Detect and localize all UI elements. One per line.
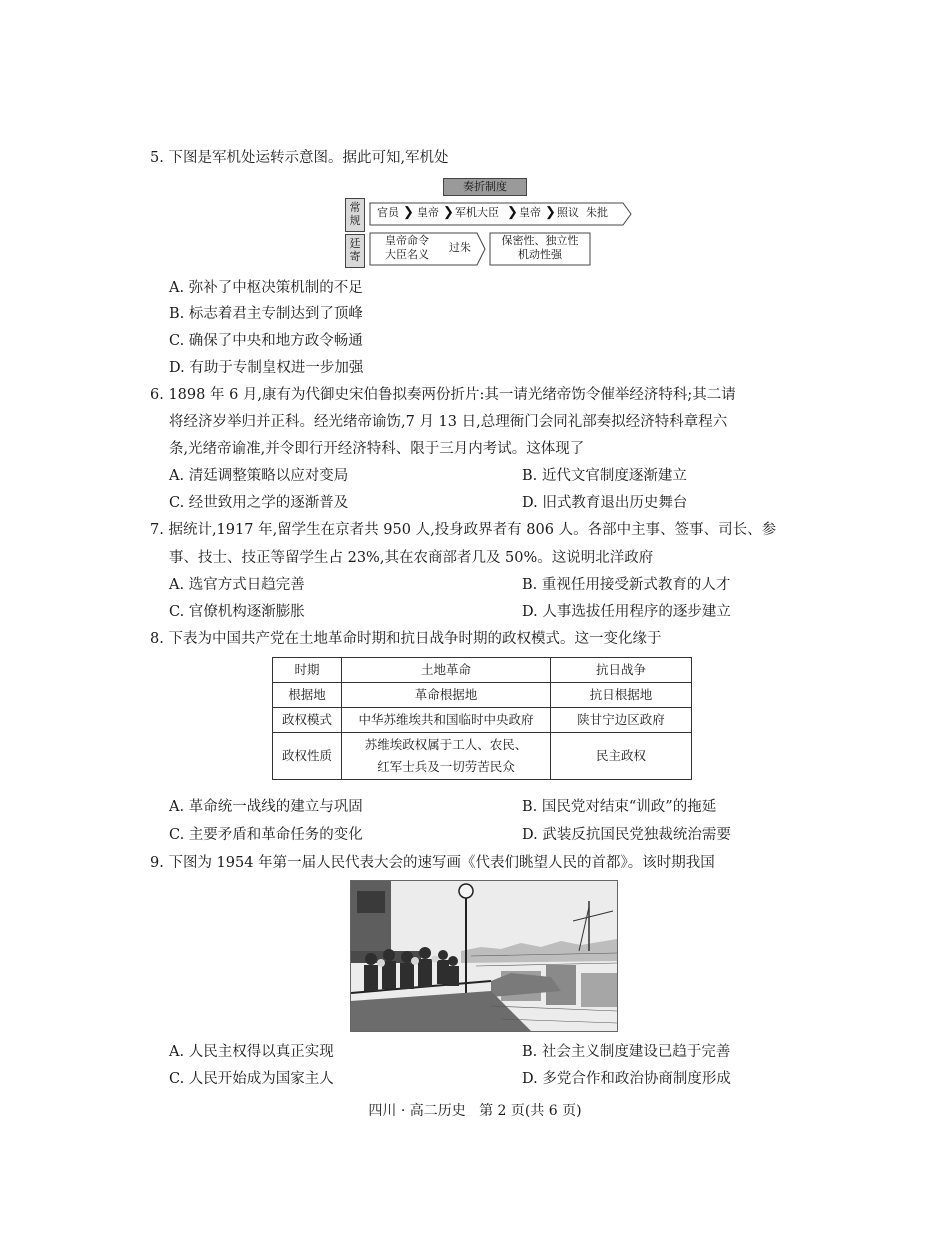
chevron-right-icon: ❯ bbox=[403, 205, 414, 220]
row2-label: 廷寄 bbox=[345, 234, 365, 268]
table-cell: 苏维埃政权属于工人、农民、 红军士兵及一切劳苦民众 bbox=[342, 733, 551, 780]
q5-option-d: D. 有助于专制皇权进一步加强 bbox=[169, 360, 364, 376]
table-row bbox=[273, 683, 692, 708]
q6-line-1: 6. 1898 年 6 月,康有为代御史宋伯鲁拟奏两份折片:其一请光绪帝饬令催举经济特科;其二请 bbox=[150, 387, 736, 403]
q8-table bbox=[272, 657, 692, 780]
table-cell: 中华苏维埃共和国临时中央政府 bbox=[342, 708, 551, 733]
q8-option-d: D. 武装反抗国民党独裁统治需要 bbox=[522, 827, 731, 843]
row2-right-line: 保密性、独立性 bbox=[501, 234, 579, 247]
flow-item: 皇帝 bbox=[519, 206, 541, 219]
flow-item: 官员 bbox=[377, 206, 399, 219]
q9-stem: 9. 下图为 1954 年第一届人民代表大会的速写画《代表们眺望人民的首都》。该时期我国 bbox=[150, 855, 715, 871]
q6-option-d: D. 旧式教育退出历史舞台 bbox=[522, 495, 688, 511]
table-header-cell: 时期 bbox=[273, 658, 342, 683]
q9-option-a: A. 人民主权得以真正实现 bbox=[169, 1044, 334, 1060]
q8-stem: 8. 下表为中国共产党在土地革命时期和抗日战争时期的政权模式。这一变化缘于 bbox=[150, 631, 662, 647]
row2-mid: 过朱 bbox=[449, 241, 471, 254]
q8-option-a: A. 革命统一战线的建立与巩固 bbox=[169, 799, 363, 815]
table-cell: 政权模式 bbox=[273, 708, 342, 733]
page-footer: 四川 · 高二历史 第 2 页(共 6 页) bbox=[368, 1103, 582, 1119]
q6-line-2: 将经济岁举归并正科。经光绪帝谕饬,7 月 13 日,总理衙门会同礼部奏拟经济特科章程六 bbox=[169, 414, 728, 430]
q9-option-b: B. 社会主义制度建设已趋于完善 bbox=[522, 1044, 731, 1060]
chevron-right-icon: ❯ bbox=[545, 205, 556, 220]
table-header-cell: 抗日战争 bbox=[551, 658, 692, 683]
sketch-image bbox=[350, 880, 618, 1032]
q5-diagram bbox=[343, 176, 633, 268]
flow-item: 军机大臣 bbox=[455, 206, 499, 219]
row2-left-box bbox=[369, 232, 487, 266]
q5-option-a: A. 弥补了中枢决策机制的不足 bbox=[169, 280, 363, 296]
q7-option-b: B. 重视任用接受新式教育的人才 bbox=[522, 577, 731, 593]
row1-label: 常规 bbox=[345, 198, 365, 232]
table-cell: 民主政权 bbox=[551, 733, 692, 780]
table-cell: 革命根据地 bbox=[342, 683, 551, 708]
q7-line-1: 7. 据统计,1917 年,留学生在京者共 950 人,投身政界者有 806 人。各部中主事、签事、司长、参 bbox=[150, 522, 777, 538]
flow-item: 照议 朱批 bbox=[557, 206, 608, 219]
q8-option-b: B. 国民党对结束“训政”的拖延 bbox=[522, 799, 717, 815]
table-cell: 抗日根据地 bbox=[551, 683, 692, 708]
table-row bbox=[273, 733, 692, 780]
q5-option-c: C. 确保了中央和地方政令畅通 bbox=[169, 333, 363, 349]
table-cell: 根据地 bbox=[273, 683, 342, 708]
q6-line-3: 条,光绪帝谕准,并令即行开经济特科、限于三月内考试。这体现了 bbox=[169, 441, 585, 457]
q7-option-d: D. 人事选拔任用程序的逐步建立 bbox=[522, 604, 731, 620]
q8-option-c: C. 主要矛盾和革命任务的变化 bbox=[169, 827, 363, 843]
q5-option-b: B. 标志着君主专制达到了顶峰 bbox=[169, 306, 363, 322]
table-row bbox=[273, 708, 692, 733]
table-cell: 政权性质 bbox=[273, 733, 342, 780]
row2-right-box bbox=[489, 232, 591, 266]
chevron-right-icon: ❯ bbox=[507, 205, 518, 220]
chevron-right-icon: ❯ bbox=[443, 205, 454, 220]
table-header-cell: 土地革命 bbox=[342, 658, 551, 683]
q6-option-a: A. 清廷调整策略以应对变局 bbox=[169, 468, 349, 484]
row2-left-line: 大臣名义 bbox=[385, 248, 429, 261]
q7-option-c: C. 官僚机构逐渐膨胀 bbox=[169, 604, 305, 620]
q7-option-a: A. 选官方式日趋完善 bbox=[169, 577, 305, 593]
q7-line-2: 事、技士、技正等留学生占 23%,其在农商部者几及 50%。这说明北洋政府 bbox=[169, 550, 654, 566]
flow-item: 皇帝 bbox=[417, 206, 439, 219]
q5-stem: 5. 下图是军机处运转示意图。据此可知,军机处 bbox=[150, 150, 449, 166]
row1-flow-box bbox=[369, 202, 633, 224]
table-cell: 陕甘宁边区政府 bbox=[551, 708, 692, 733]
row2-left-line: 皇帝命令 bbox=[385, 234, 429, 247]
table-header-row bbox=[273, 658, 692, 683]
q6-option-c: C. 经世致用之学的逐渐普及 bbox=[169, 495, 349, 511]
q9-option-d: D. 多党合作和政治协商制度形成 bbox=[522, 1071, 731, 1087]
q9-option-c: C. 人民开始成为国家主人 bbox=[169, 1071, 334, 1087]
q6-option-b: B. 近代文官制度逐渐建立 bbox=[522, 468, 687, 484]
row2-right-line: 机动性强 bbox=[518, 248, 562, 261]
diagram-title: 奏折制度 bbox=[443, 178, 527, 196]
